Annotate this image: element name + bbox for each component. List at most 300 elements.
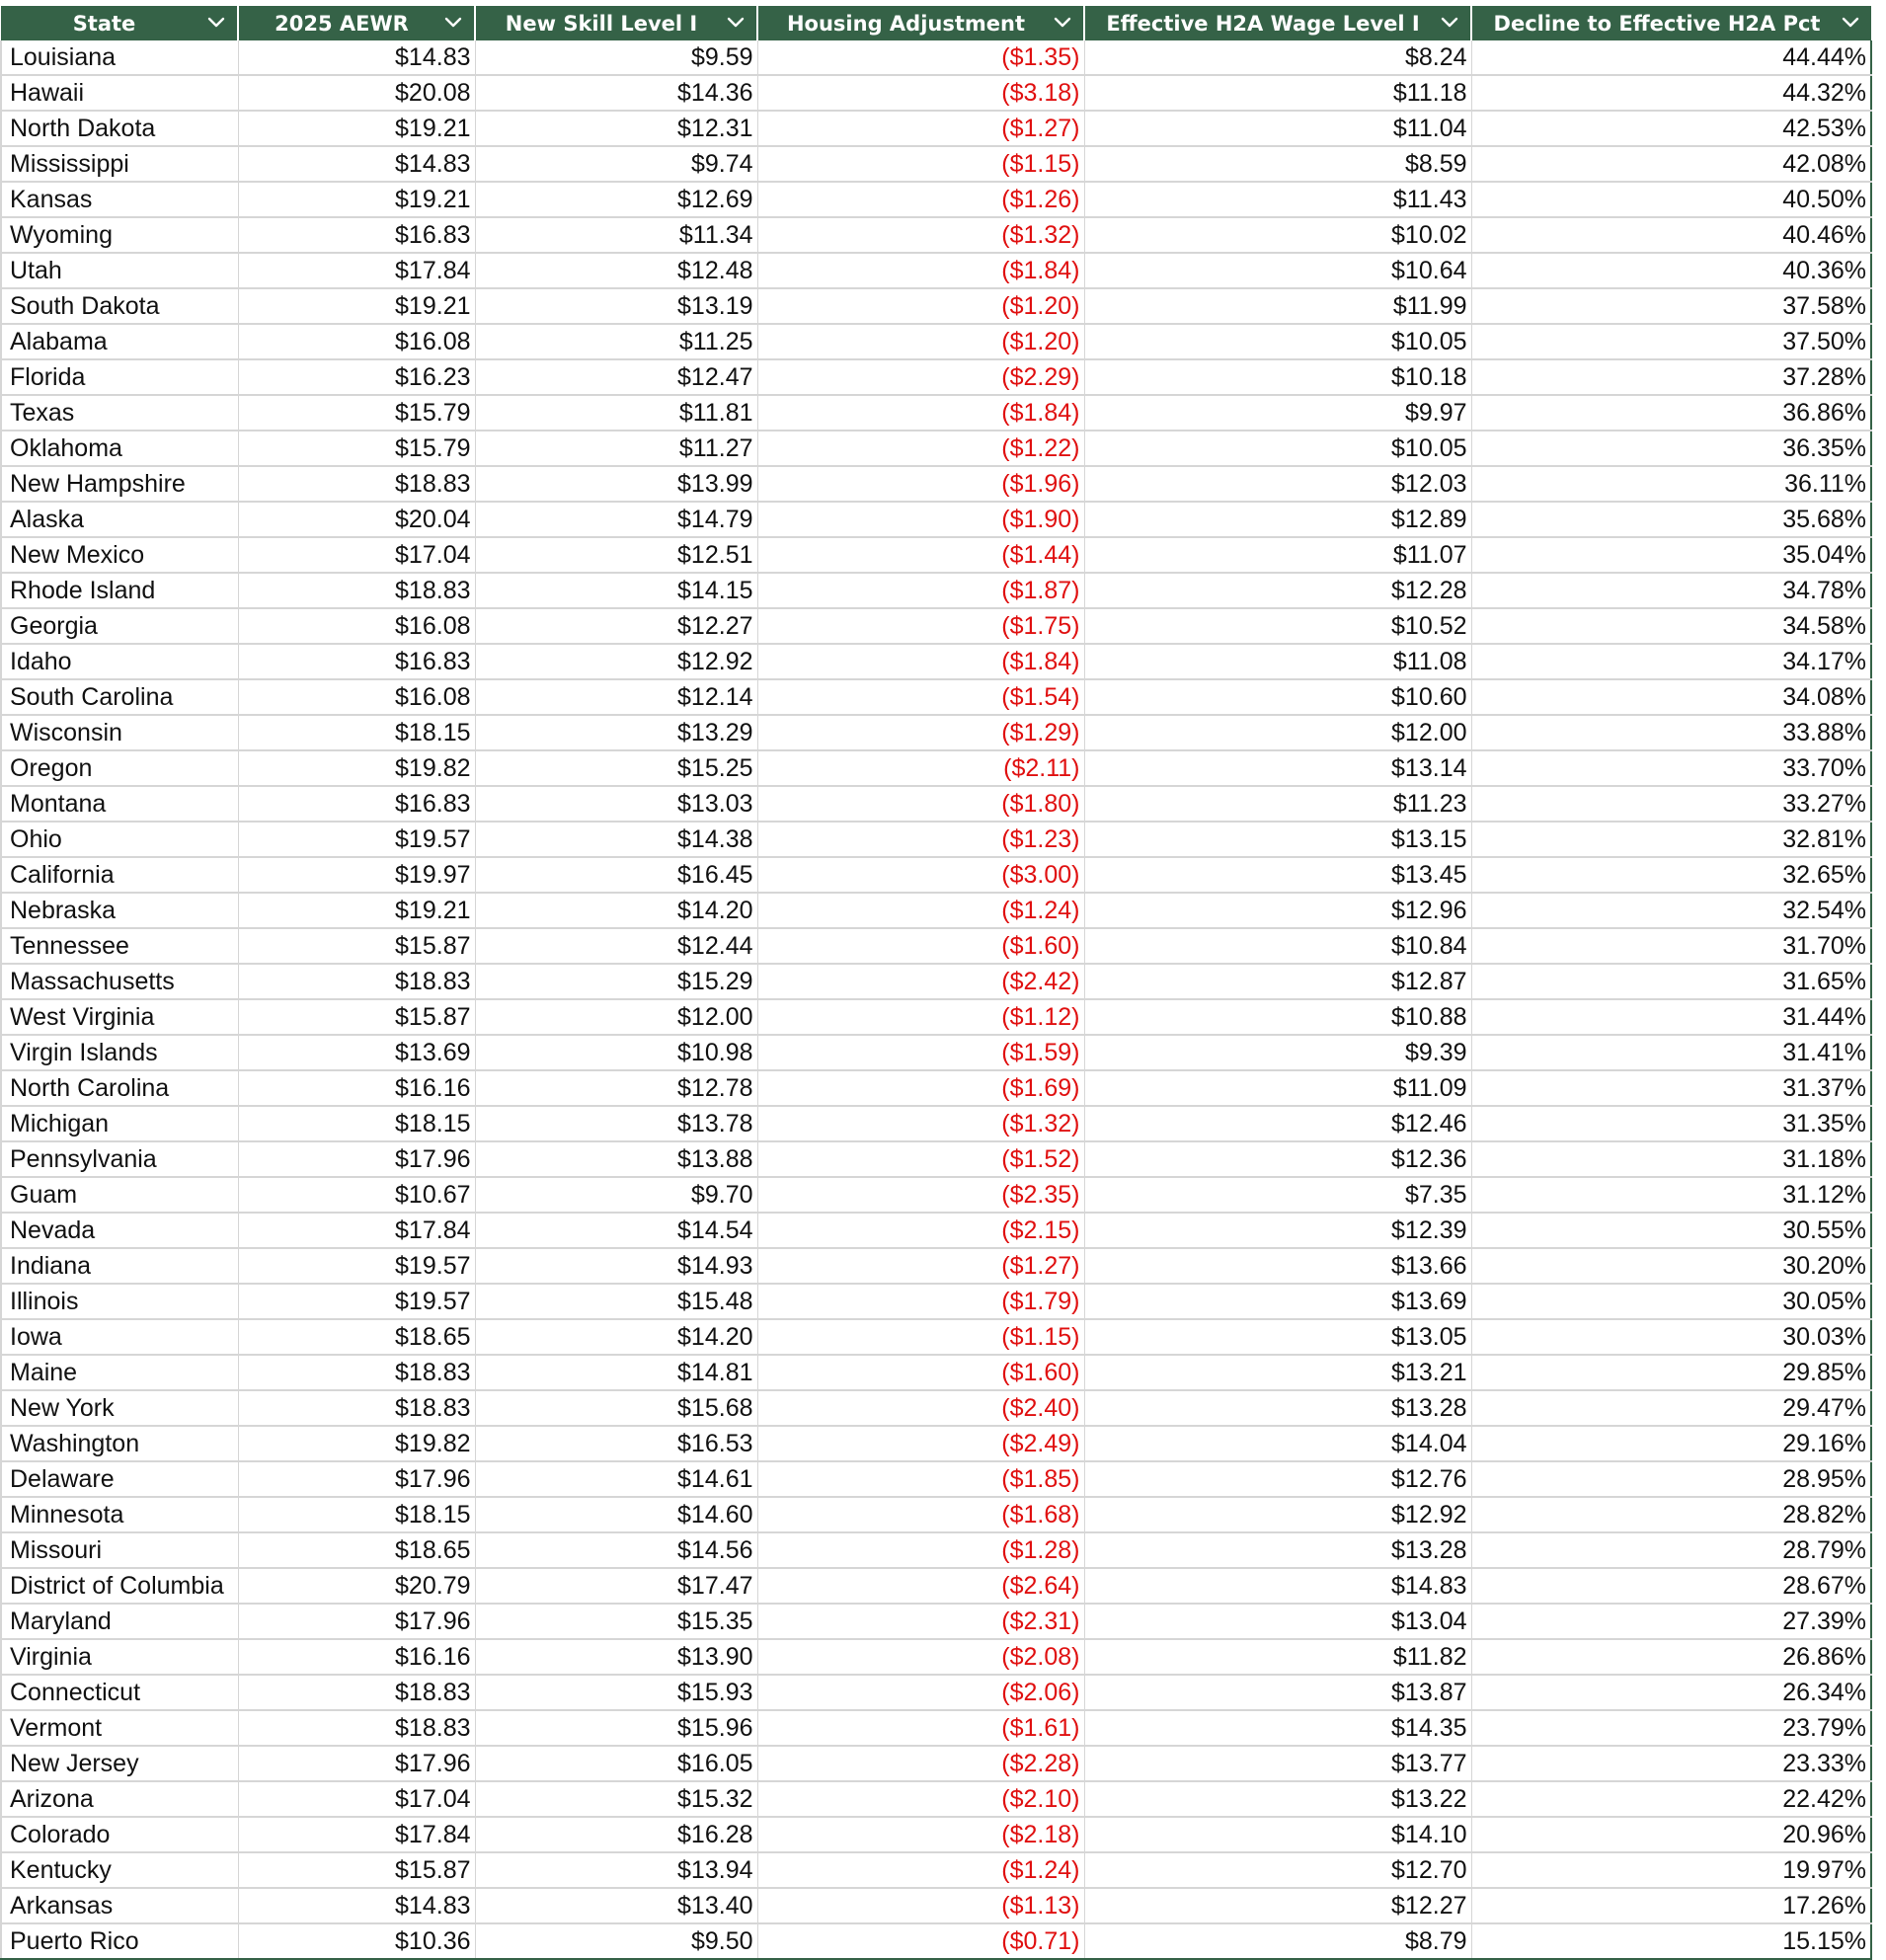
cell-effective-h2a-wage-level-i[interactable]: $10.60 xyxy=(1084,679,1471,715)
cell-housing-adjustment[interactable]: ($2.64) xyxy=(757,1568,1084,1604)
cell-housing-adjustment[interactable]: ($2.18) xyxy=(757,1817,1084,1852)
cell-effective-h2a-wage-level-i[interactable]: $12.27 xyxy=(1084,1888,1471,1923)
cell-housing-adjustment[interactable]: ($1.61) xyxy=(757,1710,1084,1746)
cell-new-skill-level-i[interactable]: $15.93 xyxy=(475,1675,757,1710)
cell-housing-adjustment[interactable]: ($1.27) xyxy=(757,111,1084,146)
cell-housing-adjustment[interactable]: ($1.60) xyxy=(757,928,1084,964)
cell-new-skill-level-i[interactable]: $14.93 xyxy=(475,1248,757,1284)
cell-effective-h2a-wage-level-i[interactable]: $11.99 xyxy=(1084,288,1471,324)
cell-new-skill-level-i[interactable]: $13.88 xyxy=(475,1141,757,1177)
cell-housing-adjustment[interactable]: ($1.54) xyxy=(757,679,1084,715)
cell-effective-h2a-wage-level-i[interactable]: $10.64 xyxy=(1084,253,1471,288)
column-header-housing-adjustment[interactable] xyxy=(757,6,1084,40)
cell-housing-adjustment[interactable]: ($1.32) xyxy=(757,217,1084,253)
cell-new-skill-level-i[interactable]: $16.28 xyxy=(475,1817,757,1852)
cell-aewr-2025[interactable]: $19.97 xyxy=(238,857,475,893)
cell-housing-adjustment[interactable]: ($1.79) xyxy=(757,1284,1084,1319)
cell-state[interactable]: Colorado xyxy=(1,1817,238,1852)
cell-new-skill-level-i[interactable]: $13.94 xyxy=(475,1852,757,1888)
cell-state[interactable]: Arkansas xyxy=(1,1888,238,1923)
cell-state[interactable]: Montana xyxy=(1,786,238,822)
cell-aewr-2025[interactable]: $18.83 xyxy=(238,1710,475,1746)
cell-effective-h2a-wage-level-i[interactable]: $10.88 xyxy=(1084,999,1471,1035)
cell-effective-h2a-wage-level-i[interactable]: $12.89 xyxy=(1084,502,1471,537)
cell-state[interactable]: Washington xyxy=(1,1426,238,1461)
cell-decline-to-effective-h2a-pct[interactable]: 31.44% xyxy=(1471,999,1871,1035)
cell-housing-adjustment[interactable]: ($1.12) xyxy=(757,999,1084,1035)
cell-state[interactable]: South Dakota xyxy=(1,288,238,324)
cell-effective-h2a-wage-level-i[interactable]: $13.14 xyxy=(1084,750,1471,786)
cell-aewr-2025[interactable]: $20.08 xyxy=(238,75,475,111)
cell-effective-h2a-wage-level-i[interactable]: $12.36 xyxy=(1084,1141,1471,1177)
cell-new-skill-level-i[interactable]: $12.69 xyxy=(475,182,757,217)
cell-effective-h2a-wage-level-i[interactable]: $13.28 xyxy=(1084,1532,1471,1568)
cell-decline-to-effective-h2a-pct[interactable]: 26.86% xyxy=(1471,1639,1871,1675)
cell-aewr-2025[interactable]: $19.21 xyxy=(238,111,475,146)
cell-state[interactable]: Delaware xyxy=(1,1461,238,1497)
cell-new-skill-level-i[interactable]: $12.27 xyxy=(475,608,757,644)
cell-new-skill-level-i[interactable]: $13.29 xyxy=(475,715,757,750)
cell-state[interactable]: New York xyxy=(1,1390,238,1426)
cell-housing-adjustment[interactable]: ($2.42) xyxy=(757,964,1084,999)
cell-aewr-2025[interactable]: $15.87 xyxy=(238,928,475,964)
cell-new-skill-level-i[interactable]: $12.14 xyxy=(475,679,757,715)
cell-aewr-2025[interactable]: $19.57 xyxy=(238,1284,475,1319)
cell-aewr-2025[interactable]: $15.79 xyxy=(238,431,475,466)
cell-state[interactable]: Maine xyxy=(1,1355,238,1390)
cell-effective-h2a-wage-level-i[interactable]: $13.77 xyxy=(1084,1746,1471,1781)
cell-decline-to-effective-h2a-pct[interactable]: 19.97% xyxy=(1471,1852,1871,1888)
cell-aewr-2025[interactable]: $17.84 xyxy=(238,253,475,288)
cell-aewr-2025[interactable]: $18.15 xyxy=(238,1497,475,1532)
cell-effective-h2a-wage-level-i[interactable]: $12.70 xyxy=(1084,1852,1471,1888)
cell-aewr-2025[interactable]: $10.67 xyxy=(238,1177,475,1213)
cell-state[interactable]: Puerto Rico xyxy=(1,1923,238,1959)
cell-housing-adjustment[interactable]: ($2.49) xyxy=(757,1426,1084,1461)
cell-aewr-2025[interactable]: $16.08 xyxy=(238,324,475,359)
cell-new-skill-level-i[interactable]: $9.74 xyxy=(475,146,757,182)
cell-state[interactable]: Kentucky xyxy=(1,1852,238,1888)
cell-state[interactable]: Minnesota xyxy=(1,1497,238,1532)
cell-aewr-2025[interactable]: $18.83 xyxy=(238,1355,475,1390)
cell-new-skill-level-i[interactable]: $11.81 xyxy=(475,395,757,431)
cell-new-skill-level-i[interactable]: $12.00 xyxy=(475,999,757,1035)
cell-aewr-2025[interactable]: $16.23 xyxy=(238,359,475,395)
cell-decline-to-effective-h2a-pct[interactable]: 22.42% xyxy=(1471,1781,1871,1817)
cell-effective-h2a-wage-level-i[interactable]: $11.43 xyxy=(1084,182,1471,217)
cell-effective-h2a-wage-level-i[interactable]: $11.08 xyxy=(1084,644,1471,679)
cell-decline-to-effective-h2a-pct[interactable]: 36.35% xyxy=(1471,431,1871,466)
cell-new-skill-level-i[interactable]: $14.79 xyxy=(475,502,757,537)
cell-aewr-2025[interactable]: $19.57 xyxy=(238,1248,475,1284)
cell-decline-to-effective-h2a-pct[interactable]: 29.16% xyxy=(1471,1426,1871,1461)
cell-state[interactable]: Rhode Island xyxy=(1,573,238,608)
cell-aewr-2025[interactable]: $16.83 xyxy=(238,217,475,253)
cell-effective-h2a-wage-level-i[interactable]: $13.45 xyxy=(1084,857,1471,893)
cell-effective-h2a-wage-level-i[interactable]: $12.46 xyxy=(1084,1106,1471,1141)
cell-aewr-2025[interactable]: $19.82 xyxy=(238,1426,475,1461)
cell-aewr-2025[interactable]: $16.16 xyxy=(238,1639,475,1675)
cell-effective-h2a-wage-level-i[interactable]: $8.59 xyxy=(1084,146,1471,182)
cell-housing-adjustment[interactable]: ($2.35) xyxy=(757,1177,1084,1213)
cell-housing-adjustment[interactable]: ($1.32) xyxy=(757,1106,1084,1141)
cell-housing-adjustment[interactable]: ($1.20) xyxy=(757,288,1084,324)
chevron-down-icon[interactable] xyxy=(207,17,225,31)
cell-decline-to-effective-h2a-pct[interactable]: 40.36% xyxy=(1471,253,1871,288)
cell-housing-adjustment[interactable]: ($1.24) xyxy=(757,1852,1084,1888)
cell-state[interactable]: Missouri xyxy=(1,1532,238,1568)
cell-housing-adjustment[interactable]: ($1.90) xyxy=(757,502,1084,537)
cell-state[interactable]: Michigan xyxy=(1,1106,238,1141)
cell-state[interactable]: Ohio xyxy=(1,822,238,857)
cell-housing-adjustment[interactable]: ($1.29) xyxy=(757,715,1084,750)
cell-effective-h2a-wage-level-i[interactable]: $11.09 xyxy=(1084,1070,1471,1106)
cell-housing-adjustment[interactable]: ($1.15) xyxy=(757,1319,1084,1355)
cell-effective-h2a-wage-level-i[interactable]: $12.39 xyxy=(1084,1213,1471,1248)
cell-decline-to-effective-h2a-pct[interactable]: 29.85% xyxy=(1471,1355,1871,1390)
cell-new-skill-level-i[interactable]: $16.05 xyxy=(475,1746,757,1781)
cell-decline-to-effective-h2a-pct[interactable]: 20.96% xyxy=(1471,1817,1871,1852)
cell-new-skill-level-i[interactable]: $15.32 xyxy=(475,1781,757,1817)
cell-decline-to-effective-h2a-pct[interactable]: 30.20% xyxy=(1471,1248,1871,1284)
cell-effective-h2a-wage-level-i[interactable]: $13.05 xyxy=(1084,1319,1471,1355)
cell-state[interactable]: Alaska xyxy=(1,502,238,537)
cell-new-skill-level-i[interactable]: $9.59 xyxy=(475,40,757,75)
cell-housing-adjustment[interactable]: ($1.84) xyxy=(757,644,1084,679)
cell-decline-to-effective-h2a-pct[interactable]: 34.08% xyxy=(1471,679,1871,715)
cell-housing-adjustment[interactable]: ($2.08) xyxy=(757,1639,1084,1675)
cell-state[interactable]: New Jersey xyxy=(1,1746,238,1781)
cell-new-skill-level-i[interactable]: $15.96 xyxy=(475,1710,757,1746)
cell-state[interactable]: Louisiana xyxy=(1,40,238,75)
cell-state[interactable]: Nebraska xyxy=(1,893,238,928)
cell-aewr-2025[interactable]: $14.83 xyxy=(238,1888,475,1923)
cell-effective-h2a-wage-level-i[interactable]: $10.18 xyxy=(1084,359,1471,395)
cell-decline-to-effective-h2a-pct[interactable]: 30.05% xyxy=(1471,1284,1871,1319)
cell-effective-h2a-wage-level-i[interactable]: $12.76 xyxy=(1084,1461,1471,1497)
cell-new-skill-level-i[interactable]: $14.38 xyxy=(475,822,757,857)
cell-state[interactable]: Virgin Islands xyxy=(1,1035,238,1070)
cell-decline-to-effective-h2a-pct[interactable]: 42.53% xyxy=(1471,111,1871,146)
cell-aewr-2025[interactable]: $17.96 xyxy=(238,1746,475,1781)
cell-housing-adjustment[interactable]: ($2.31) xyxy=(757,1604,1084,1639)
cell-effective-h2a-wage-level-i[interactable]: $14.10 xyxy=(1084,1817,1471,1852)
cell-new-skill-level-i[interactable]: $12.92 xyxy=(475,644,757,679)
cell-decline-to-effective-h2a-pct[interactable]: 34.17% xyxy=(1471,644,1871,679)
cell-new-skill-level-i[interactable]: $13.78 xyxy=(475,1106,757,1141)
cell-state[interactable]: Alabama xyxy=(1,324,238,359)
cell-housing-adjustment[interactable]: ($1.96) xyxy=(757,466,1084,502)
cell-state[interactable]: North Carolina xyxy=(1,1070,238,1106)
cell-state[interactable]: North Dakota xyxy=(1,111,238,146)
cell-housing-adjustment[interactable]: ($1.44) xyxy=(757,537,1084,573)
cell-decline-to-effective-h2a-pct[interactable]: 31.35% xyxy=(1471,1106,1871,1141)
cell-effective-h2a-wage-level-i[interactable]: $7.35 xyxy=(1084,1177,1471,1213)
cell-new-skill-level-i[interactable]: $11.34 xyxy=(475,217,757,253)
cell-state[interactable]: Georgia xyxy=(1,608,238,644)
cell-aewr-2025[interactable]: $19.21 xyxy=(238,182,475,217)
cell-housing-adjustment[interactable]: ($1.20) xyxy=(757,324,1084,359)
cell-effective-h2a-wage-level-i[interactable]: $13.04 xyxy=(1084,1604,1471,1639)
cell-aewr-2025[interactable]: $17.04 xyxy=(238,1781,475,1817)
cell-housing-adjustment[interactable]: ($2.15) xyxy=(757,1213,1084,1248)
cell-aewr-2025[interactable]: $16.08 xyxy=(238,608,475,644)
cell-new-skill-level-i[interactable]: $15.68 xyxy=(475,1390,757,1426)
cell-housing-adjustment[interactable]: ($1.22) xyxy=(757,431,1084,466)
cell-state[interactable]: Mississippi xyxy=(1,146,238,182)
cell-state[interactable]: Texas xyxy=(1,395,238,431)
cell-aewr-2025[interactable]: $18.83 xyxy=(238,1390,475,1426)
cell-aewr-2025[interactable]: $13.69 xyxy=(238,1035,475,1070)
chevron-down-icon[interactable] xyxy=(727,17,745,31)
cell-decline-to-effective-h2a-pct[interactable]: 37.58% xyxy=(1471,288,1871,324)
cell-decline-to-effective-h2a-pct[interactable]: 37.28% xyxy=(1471,359,1871,395)
cell-aewr-2025[interactable]: $15.87 xyxy=(238,999,475,1035)
column-header-state[interactable] xyxy=(1,6,238,40)
cell-decline-to-effective-h2a-pct[interactable]: 26.34% xyxy=(1471,1675,1871,1710)
cell-housing-adjustment[interactable]: ($2.06) xyxy=(757,1675,1084,1710)
column-header-aewr-2025[interactable] xyxy=(238,6,475,40)
cell-decline-to-effective-h2a-pct[interactable]: 44.44% xyxy=(1471,40,1871,75)
cell-decline-to-effective-h2a-pct[interactable]: 33.70% xyxy=(1471,750,1871,786)
cell-effective-h2a-wage-level-i[interactable]: $13.69 xyxy=(1084,1284,1471,1319)
cell-new-skill-level-i[interactable]: $11.27 xyxy=(475,431,757,466)
cell-aewr-2025[interactable]: $14.83 xyxy=(238,40,475,75)
cell-state[interactable]: California xyxy=(1,857,238,893)
cell-effective-h2a-wage-level-i[interactable]: $9.39 xyxy=(1084,1035,1471,1070)
cell-decline-to-effective-h2a-pct[interactable]: 30.03% xyxy=(1471,1319,1871,1355)
cell-aewr-2025[interactable]: $20.79 xyxy=(238,1568,475,1604)
cell-effective-h2a-wage-level-i[interactable]: $12.00 xyxy=(1084,715,1471,750)
cell-effective-h2a-wage-level-i[interactable]: $11.04 xyxy=(1084,111,1471,146)
chevron-down-icon[interactable] xyxy=(444,17,462,31)
chevron-down-icon[interactable] xyxy=(1441,17,1458,31)
cell-new-skill-level-i[interactable]: $15.48 xyxy=(475,1284,757,1319)
cell-new-skill-level-i[interactable]: $14.61 xyxy=(475,1461,757,1497)
cell-state[interactable]: New Mexico xyxy=(1,537,238,573)
cell-aewr-2025[interactable]: $19.21 xyxy=(238,288,475,324)
cell-aewr-2025[interactable]: $17.84 xyxy=(238,1213,475,1248)
cell-aewr-2025[interactable]: $19.57 xyxy=(238,822,475,857)
cell-effective-h2a-wage-level-i[interactable]: $10.84 xyxy=(1084,928,1471,964)
cell-state[interactable]: South Carolina xyxy=(1,679,238,715)
cell-decline-to-effective-h2a-pct[interactable]: 44.32% xyxy=(1471,75,1871,111)
cell-state[interactable]: Iowa xyxy=(1,1319,238,1355)
cell-decline-to-effective-h2a-pct[interactable]: 40.50% xyxy=(1471,182,1871,217)
cell-decline-to-effective-h2a-pct[interactable]: 31.70% xyxy=(1471,928,1871,964)
cell-decline-to-effective-h2a-pct[interactable]: 35.04% xyxy=(1471,537,1871,573)
cell-aewr-2025[interactable]: $16.83 xyxy=(238,786,475,822)
cell-new-skill-level-i[interactable]: $14.20 xyxy=(475,1319,757,1355)
cell-state[interactable]: Oklahoma xyxy=(1,431,238,466)
cell-decline-to-effective-h2a-pct[interactable]: 31.18% xyxy=(1471,1141,1871,1177)
cell-decline-to-effective-h2a-pct[interactable]: 31.37% xyxy=(1471,1070,1871,1106)
cell-aewr-2025[interactable]: $16.83 xyxy=(238,644,475,679)
cell-effective-h2a-wage-level-i[interactable]: $14.04 xyxy=(1084,1426,1471,1461)
column-header-decline-to-effective-h2a-pct[interactable] xyxy=(1471,6,1871,40)
cell-aewr-2025[interactable]: $18.15 xyxy=(238,1106,475,1141)
cell-effective-h2a-wage-level-i[interactable]: $12.87 xyxy=(1084,964,1471,999)
cell-new-skill-level-i[interactable]: $12.47 xyxy=(475,359,757,395)
cell-aewr-2025[interactable]: $18.83 xyxy=(238,466,475,502)
cell-new-skill-level-i[interactable]: $14.36 xyxy=(475,75,757,111)
cell-new-skill-level-i[interactable]: $15.35 xyxy=(475,1604,757,1639)
cell-state[interactable]: District of Columbia xyxy=(1,1568,238,1604)
cell-effective-h2a-wage-level-i[interactable]: $10.52 xyxy=(1084,608,1471,644)
column-header-effective-h2a-wage-level-i[interactable] xyxy=(1084,6,1471,40)
cell-decline-to-effective-h2a-pct[interactable]: 28.95% xyxy=(1471,1461,1871,1497)
cell-new-skill-level-i[interactable]: $14.15 xyxy=(475,573,757,608)
cell-aewr-2025[interactable]: $18.83 xyxy=(238,1675,475,1710)
cell-new-skill-level-i[interactable]: $16.45 xyxy=(475,857,757,893)
cell-aewr-2025[interactable]: $15.87 xyxy=(238,1852,475,1888)
cell-housing-adjustment[interactable]: ($1.87) xyxy=(757,573,1084,608)
cell-decline-to-effective-h2a-pct[interactable]: 37.50% xyxy=(1471,324,1871,359)
cell-decline-to-effective-h2a-pct[interactable]: 32.54% xyxy=(1471,893,1871,928)
cell-aewr-2025[interactable]: $16.16 xyxy=(238,1070,475,1106)
cell-new-skill-level-i[interactable]: $10.98 xyxy=(475,1035,757,1070)
cell-state[interactable]: Hawaii xyxy=(1,75,238,111)
cell-housing-adjustment[interactable]: ($1.80) xyxy=(757,786,1084,822)
cell-new-skill-level-i[interactable]: $12.31 xyxy=(475,111,757,146)
cell-aewr-2025[interactable]: $18.83 xyxy=(238,573,475,608)
cell-aewr-2025[interactable]: $17.04 xyxy=(238,537,475,573)
cell-housing-adjustment[interactable]: ($1.68) xyxy=(757,1497,1084,1532)
cell-state[interactable]: Kansas xyxy=(1,182,238,217)
cell-state[interactable]: Illinois xyxy=(1,1284,238,1319)
cell-effective-h2a-wage-level-i[interactable]: $8.24 xyxy=(1084,40,1471,75)
cell-decline-to-effective-h2a-pct[interactable]: 35.68% xyxy=(1471,502,1871,537)
cell-effective-h2a-wage-level-i[interactable]: $12.92 xyxy=(1084,1497,1471,1532)
cell-new-skill-level-i[interactable]: $12.48 xyxy=(475,253,757,288)
cell-effective-h2a-wage-level-i[interactable]: $13.87 xyxy=(1084,1675,1471,1710)
cell-new-skill-level-i[interactable]: $12.51 xyxy=(475,537,757,573)
cell-decline-to-effective-h2a-pct[interactable]: 28.82% xyxy=(1471,1497,1871,1532)
cell-new-skill-level-i[interactable]: $11.25 xyxy=(475,324,757,359)
cell-decline-to-effective-h2a-pct[interactable]: 34.78% xyxy=(1471,573,1871,608)
cell-new-skill-level-i[interactable]: $13.99 xyxy=(475,466,757,502)
cell-aewr-2025[interactable]: $18.15 xyxy=(238,715,475,750)
cell-decline-to-effective-h2a-pct[interactable]: 32.81% xyxy=(1471,822,1871,857)
cell-state[interactable]: Florida xyxy=(1,359,238,395)
cell-decline-to-effective-h2a-pct[interactable]: 36.86% xyxy=(1471,395,1871,431)
cell-decline-to-effective-h2a-pct[interactable]: 33.88% xyxy=(1471,715,1871,750)
cell-state[interactable]: Oregon xyxy=(1,750,238,786)
cell-aewr-2025[interactable]: $17.96 xyxy=(238,1141,475,1177)
cell-effective-h2a-wage-level-i[interactable]: $12.96 xyxy=(1084,893,1471,928)
cell-new-skill-level-i[interactable]: $16.53 xyxy=(475,1426,757,1461)
cell-new-skill-level-i[interactable]: $14.56 xyxy=(475,1532,757,1568)
cell-state[interactable]: Virginia xyxy=(1,1639,238,1675)
cell-aewr-2025[interactable]: $15.79 xyxy=(238,395,475,431)
cell-decline-to-effective-h2a-pct[interactable]: 28.79% xyxy=(1471,1532,1871,1568)
cell-housing-adjustment[interactable]: ($1.15) xyxy=(757,146,1084,182)
cell-decline-to-effective-h2a-pct[interactable]: 31.65% xyxy=(1471,964,1871,999)
cell-housing-adjustment[interactable]: ($2.10) xyxy=(757,1781,1084,1817)
cell-decline-to-effective-h2a-pct[interactable]: 15.15% xyxy=(1471,1923,1871,1959)
cell-housing-adjustment[interactable]: ($3.18) xyxy=(757,75,1084,111)
cell-aewr-2025[interactable]: $17.84 xyxy=(238,1817,475,1852)
cell-state[interactable]: Tennessee xyxy=(1,928,238,964)
cell-new-skill-level-i[interactable]: $12.44 xyxy=(475,928,757,964)
cell-aewr-2025[interactable]: $19.21 xyxy=(238,893,475,928)
cell-state[interactable]: Arizona xyxy=(1,1781,238,1817)
cell-state[interactable]: West Virginia xyxy=(1,999,238,1035)
cell-new-skill-level-i[interactable]: $13.19 xyxy=(475,288,757,324)
cell-decline-to-effective-h2a-pct[interactable]: 29.47% xyxy=(1471,1390,1871,1426)
cell-decline-to-effective-h2a-pct[interactable]: 40.46% xyxy=(1471,217,1871,253)
cell-effective-h2a-wage-level-i[interactable]: $13.21 xyxy=(1084,1355,1471,1390)
cell-new-skill-level-i[interactable]: $13.90 xyxy=(475,1639,757,1675)
cell-new-skill-level-i[interactable]: $14.81 xyxy=(475,1355,757,1390)
cell-state[interactable]: Wisconsin xyxy=(1,715,238,750)
cell-effective-h2a-wage-level-i[interactable]: $8.79 xyxy=(1084,1923,1471,1959)
cell-state[interactable]: New Hampshire xyxy=(1,466,238,502)
cell-decline-to-effective-h2a-pct[interactable]: 23.79% xyxy=(1471,1710,1871,1746)
cell-effective-h2a-wage-level-i[interactable]: $10.02 xyxy=(1084,217,1471,253)
cell-new-skill-level-i[interactable]: $9.70 xyxy=(475,1177,757,1213)
cell-housing-adjustment[interactable]: ($1.52) xyxy=(757,1141,1084,1177)
cell-housing-adjustment[interactable]: ($1.26) xyxy=(757,182,1084,217)
cell-new-skill-level-i[interactable]: $14.20 xyxy=(475,893,757,928)
cell-aewr-2025[interactable]: $17.96 xyxy=(238,1604,475,1639)
column-header-new-skill-level-i[interactable] xyxy=(475,6,757,40)
cell-aewr-2025[interactable]: $10.36 xyxy=(238,1923,475,1959)
cell-decline-to-effective-h2a-pct[interactable]: 27.39% xyxy=(1471,1604,1871,1639)
cell-new-skill-level-i[interactable]: $17.47 xyxy=(475,1568,757,1604)
cell-housing-adjustment[interactable]: ($1.13) xyxy=(757,1888,1084,1923)
cell-decline-to-effective-h2a-pct[interactable]: 31.41% xyxy=(1471,1035,1871,1070)
cell-housing-adjustment[interactable]: ($1.23) xyxy=(757,822,1084,857)
cell-housing-adjustment[interactable]: ($2.29) xyxy=(757,359,1084,395)
cell-housing-adjustment[interactable]: ($1.24) xyxy=(757,893,1084,928)
cell-housing-adjustment[interactable]: ($1.85) xyxy=(757,1461,1084,1497)
cell-state[interactable]: Utah xyxy=(1,253,238,288)
cell-new-skill-level-i[interactable]: $14.54 xyxy=(475,1213,757,1248)
cell-state[interactable]: Vermont xyxy=(1,1710,238,1746)
cell-housing-adjustment[interactable]: ($1.35) xyxy=(757,40,1084,75)
cell-effective-h2a-wage-level-i[interactable]: $13.15 xyxy=(1084,822,1471,857)
cell-housing-adjustment[interactable]: ($1.84) xyxy=(757,253,1084,288)
cell-housing-adjustment[interactable]: ($1.28) xyxy=(757,1532,1084,1568)
cell-housing-adjustment[interactable]: ($1.69) xyxy=(757,1070,1084,1106)
cell-new-skill-level-i[interactable]: $15.25 xyxy=(475,750,757,786)
cell-effective-h2a-wage-level-i[interactable]: $12.03 xyxy=(1084,466,1471,502)
cell-housing-adjustment[interactable]: ($2.28) xyxy=(757,1746,1084,1781)
cell-effective-h2a-wage-level-i[interactable]: $9.97 xyxy=(1084,395,1471,431)
cell-effective-h2a-wage-level-i[interactable]: $11.07 xyxy=(1084,537,1471,573)
cell-effective-h2a-wage-level-i[interactable]: $11.23 xyxy=(1084,786,1471,822)
cell-effective-h2a-wage-level-i[interactable]: $10.05 xyxy=(1084,431,1471,466)
cell-housing-adjustment[interactable]: ($1.75) xyxy=(757,608,1084,644)
cell-state[interactable]: Idaho xyxy=(1,644,238,679)
cell-aewr-2025[interactable]: $14.83 xyxy=(238,146,475,182)
cell-effective-h2a-wage-level-i[interactable]: $13.28 xyxy=(1084,1390,1471,1426)
chevron-down-icon[interactable] xyxy=(1054,17,1071,31)
cell-state[interactable]: Maryland xyxy=(1,1604,238,1639)
chevron-down-icon[interactable] xyxy=(1842,17,1859,31)
cell-housing-adjustment[interactable]: ($1.84) xyxy=(757,395,1084,431)
cell-new-skill-level-i[interactable]: $15.29 xyxy=(475,964,757,999)
cell-housing-adjustment[interactable]: ($0.71) xyxy=(757,1923,1084,1959)
cell-housing-adjustment[interactable]: ($1.59) xyxy=(757,1035,1084,1070)
cell-decline-to-effective-h2a-pct[interactable]: 34.58% xyxy=(1471,608,1871,644)
cell-decline-to-effective-h2a-pct[interactable]: 32.65% xyxy=(1471,857,1871,893)
cell-effective-h2a-wage-level-i[interactable]: $14.83 xyxy=(1084,1568,1471,1604)
cell-aewr-2025[interactable]: $18.65 xyxy=(238,1319,475,1355)
cell-effective-h2a-wage-level-i[interactable]: $13.22 xyxy=(1084,1781,1471,1817)
cell-decline-to-effective-h2a-pct[interactable]: 31.12% xyxy=(1471,1177,1871,1213)
